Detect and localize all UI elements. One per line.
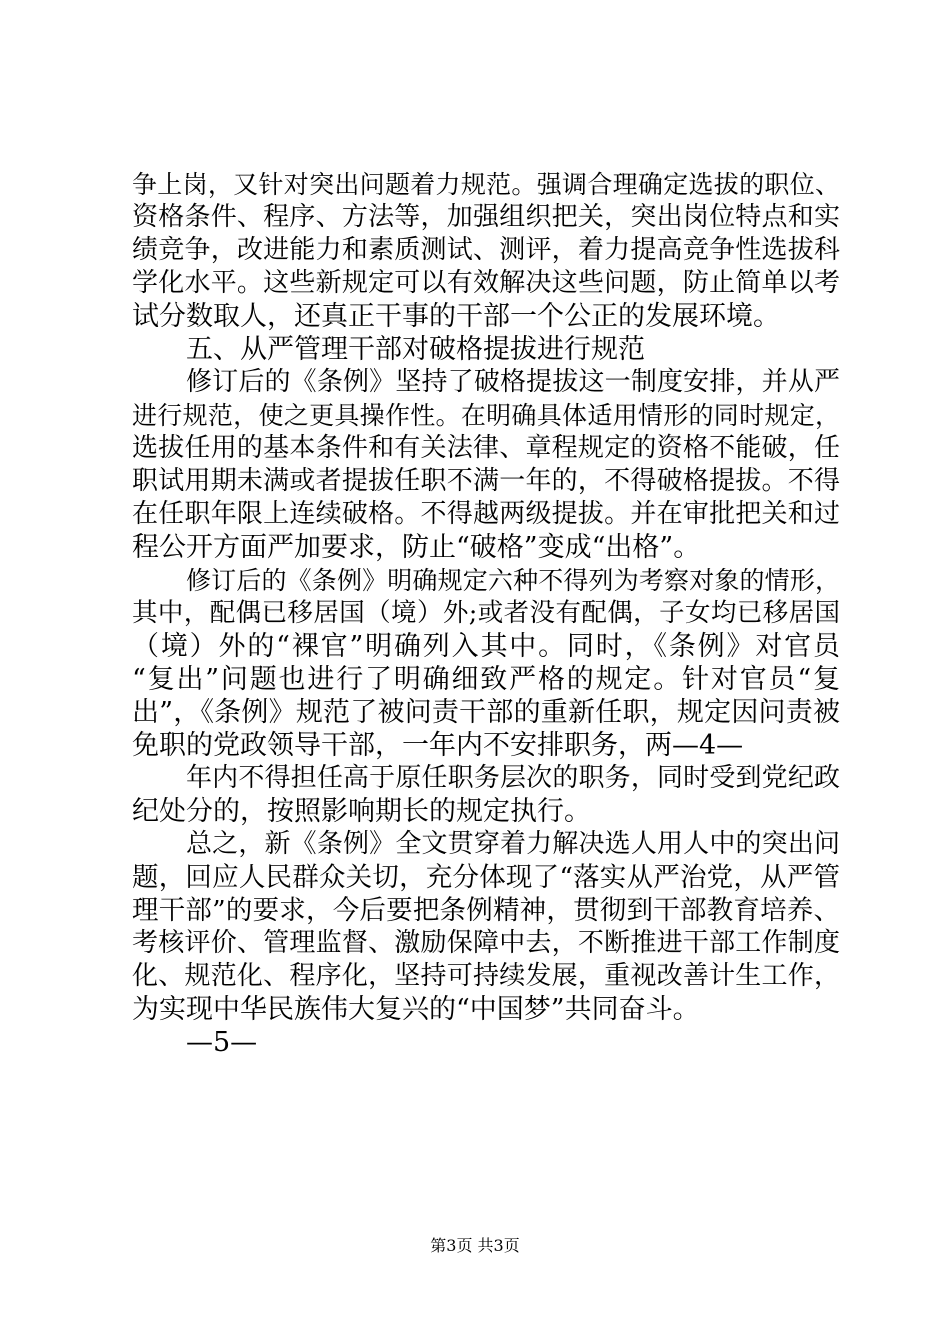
text-line: 程公开方面严加要求，防止“破格”变成“出格”。	[132, 532, 701, 563]
text-line: 选拔任用的基本条件和有关法律、章程规定的资格不能破，任	[132, 433, 840, 463]
text-line: 纪处分的，按照影响期长的规定执行。	[132, 796, 591, 827]
text-line: 修订后的《条例》明确规定六种不得列为考察对象的情形，	[186, 566, 840, 595]
text-line: 进行规范，使之更具操作性。在明确具体适用情形的同时规定，	[132, 401, 840, 430]
text-line: 试分数取人，还真正干事的干部一个公正的发展环境。	[132, 301, 780, 332]
text-line: 化、规范化、程序化，坚持可持续发展，重视改善计生工作，	[132, 961, 840, 991]
text-line: 题，回应人民群众关切，充分体现了“落实从严治党，从严管	[132, 862, 840, 893]
text-line: “复出”问题也进行了明确细致严格的规定。针对官员“复	[132, 664, 840, 695]
text-line: 年内不得担任高于原任职务层次的职务，同时受到党纪政	[186, 763, 840, 793]
text-line: 学化水平。这些新规定可以有效解决这些问题，防止简单以考	[132, 268, 840, 298]
page-footer: 第3页 共3页	[430, 1236, 520, 1255]
text-line: 为实现中华民族伟大复兴的“中国梦”共同奋斗。	[132, 994, 700, 1025]
text-line: 总之，新《条例》全文贯穿着力解决选人用人中的突出问	[186, 829, 840, 859]
text-line: 出”，《条例》规范了被问责干部的重新任职，规定因问责被	[132, 697, 840, 728]
text-line: 五、从严管理干部对破格提拔进行规范	[186, 334, 645, 365]
text-line: 在任职年限上连续破格。不得越两级提拔。并在审批把关和过	[132, 499, 840, 529]
text-line: 职试用期未满或者提拔任职不满一年的，不得破格提拔。不得	[132, 466, 840, 496]
text-line: 免职的党政领导干部，一年内不安排职务，两—4—	[132, 730, 744, 761]
text-line: —5—	[186, 1027, 258, 1058]
text-line: 争上岗，又针对突出问题着力规范。强调合理确定选拔的职位、	[132, 170, 840, 199]
text-line: 绩竞争，改进能力和素质测试、测评，着力提高竞争性选拔科	[132, 235, 840, 265]
text-line: 理干部”的要求，今后要把条例精神，贯彻到干部教育培养、	[132, 895, 840, 926]
document-body	[132, 168, 840, 1059]
text-line: 考核评价、管理监督、激励保障中去，不断推进干部工作制度	[132, 928, 840, 958]
text-line: 其中，配偶已移居国（境）外;或者没有配偶，子女均已移居国	[132, 598, 840, 628]
text-line: （境）外的“裸官”明确列入其中。同时，《条例》对官员	[132, 631, 840, 662]
text-line: 资格条件、程序、方法等，加强组织把关，突出岗位特点和实	[132, 202, 840, 232]
text-line: 修订后的《条例》坚持了破格提拔这一制度安排，并从严	[186, 367, 840, 397]
